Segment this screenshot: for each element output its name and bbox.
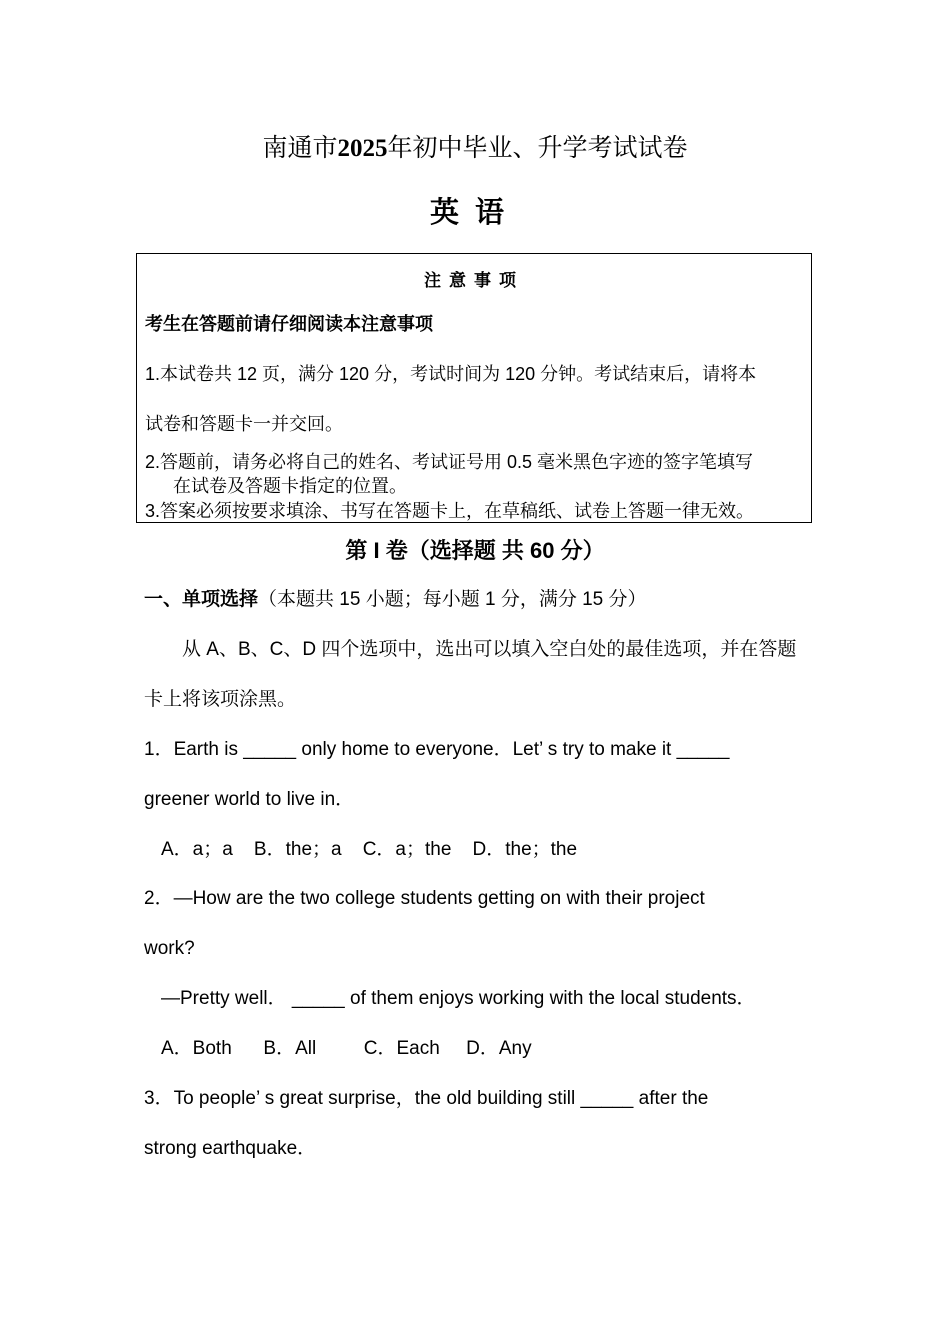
notice-intro: 考生在答题前请仔细阅读本注意事项 <box>145 314 433 334</box>
notice-item-1-line-1: 1.本试卷共 12 页，满分 120 分，考试时间为 120 分钟。考试结束后，请将本 <box>145 364 757 384</box>
question-3-line-1: 3．To people’ s great surprise，the old building still _____ after the <box>144 1088 709 1109</box>
notice-item-3: 3.答案必须按要求填涂、书写在答题卡上，在草稿纸、试卷上答题一律无效。 <box>145 501 755 521</box>
question-1-line-1: 1．Earth is _____ only home to everyone．Let’ s try to make it _____ <box>144 739 730 760</box>
section-heading-label: 一、单项选择 <box>144 589 259 610</box>
question-2-options: A．Both B．All C．Each D．Any <box>161 1038 532 1059</box>
title-prefix: 南通市 <box>262 135 338 162</box>
notice-heading: 注意事项 <box>424 271 524 290</box>
title-suffix: 年初中毕业、升学考试试卷 <box>387 135 688 162</box>
notice-item-2-line-2: 在试卷及答题卡指定的位置。 <box>173 476 407 496</box>
instruction-line-1: 从 A、B、C、D 四个选项中，选出可以填入空白处的最佳选项，并在答题 <box>182 639 797 660</box>
question-1-options: A．a；a B．the；a C．a；the D．the；the <box>161 839 578 860</box>
part-title: 第 I 卷（选择题 共 60 分） <box>345 538 605 563</box>
exam-title <box>0 133 950 165</box>
section-heading <box>144 587 647 613</box>
subject-title: 英语 <box>429 197 520 229</box>
section-heading-note: （本题共 15 小题；每小题 1 分，满分 15 分） <box>258 589 647 610</box>
question-2-line-3: —Pretty well． _____ of them enjoys working with the local students． <box>161 988 756 1009</box>
title-year: 2025 <box>337 135 388 162</box>
notice-item-1-line-2: 试卷和答题卡一并交回。 <box>145 414 343 434</box>
question-3-line-2: strong earthquake． <box>144 1138 317 1159</box>
notice-box <box>136 253 812 523</box>
instruction-line-2: 卡上将该项涂黑。 <box>144 689 297 710</box>
question-1-line-2: greener world to live in． <box>144 789 355 810</box>
question-2-line-1: 2．—How are the two college students getting on with their project <box>144 888 705 909</box>
question-2-line-2: work? <box>144 938 195 959</box>
notice-item-2-line-1: 2.答题前，请务必将自己的姓名、考试证号用 0.5 毫米黑色字迹的签字笔填写 <box>145 452 754 472</box>
